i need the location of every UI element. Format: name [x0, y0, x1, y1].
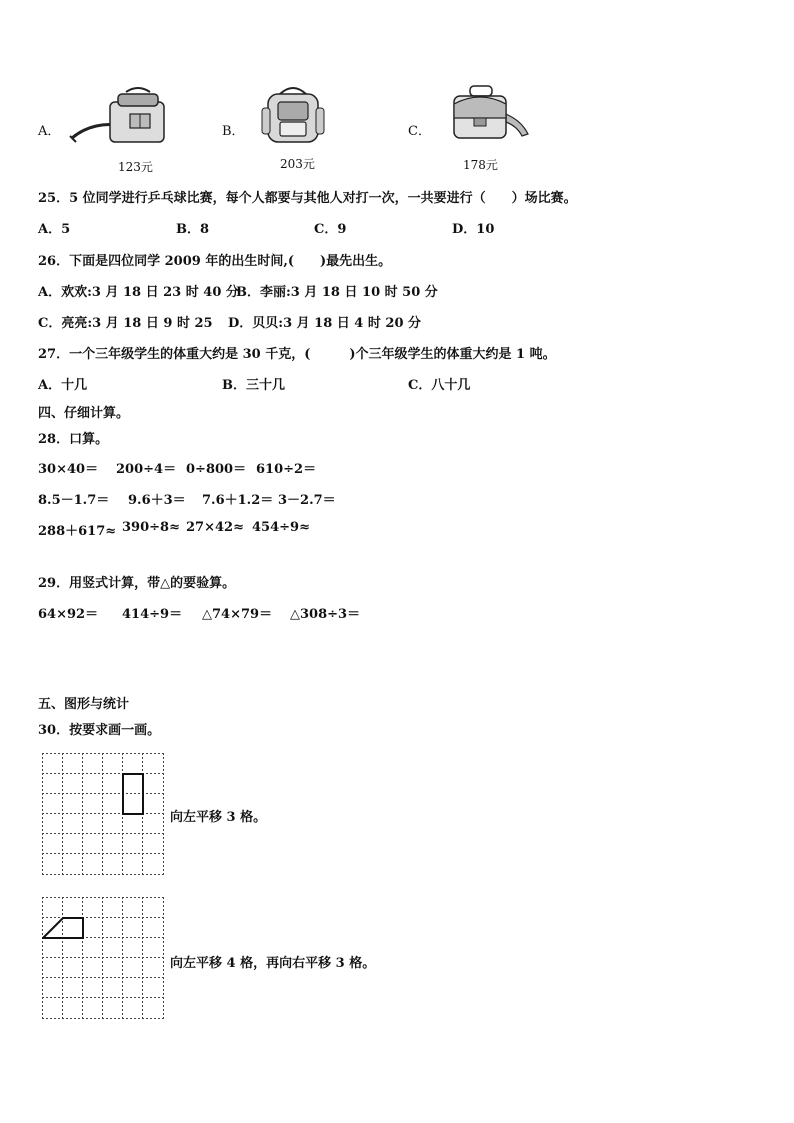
q25-option-c: C．9 [314, 222, 347, 237]
question-28: 28．口算。 [38, 432, 109, 447]
backpack-b-image [258, 84, 328, 148]
q26-option-a: A．欢欢:3 月 18 日 23 时 40 分 [38, 285, 239, 300]
q27-option-b: B．三十几 [222, 378, 285, 393]
calc-item: 7.6＋1.2＝ [202, 493, 274, 508]
question-29: 29．用竖式计算，带△的要验算。 [38, 576, 236, 591]
bag-b-price: 203元 [280, 157, 315, 171]
grid-1 [42, 753, 166, 877]
handbag-a-image [66, 86, 170, 152]
calc-item: 610÷2＝ [256, 462, 317, 477]
calc-item: 288＋617≈ [38, 524, 117, 539]
grid-2-instruction: 向左平移 4 格，再向右平移 3 格。 [170, 956, 376, 971]
section-4-heading: 四、仔细计算。 [38, 406, 130, 421]
calc-item: 8.5－1.7＝ [38, 493, 110, 508]
q27-option-c: C．八十几 [408, 378, 471, 393]
calc-item: 200÷4＝ [116, 462, 177, 477]
q27-option-a: A．十几 [38, 378, 88, 393]
vertical-calc-item: 64×92＝ [38, 607, 99, 622]
vertical-calc-item: △308÷3＝ [290, 607, 361, 622]
q25-option-a: A．5 [38, 222, 71, 237]
bag-option-a-label: A． [38, 124, 61, 139]
calc-item: 30×40＝ [38, 462, 99, 477]
bag-option-b-label: B． [222, 124, 245, 139]
question-25: 25．5 位同学进行乒乓球比赛，每个人都要与其他人对打一次，一共要进行（ ）场比赛。 [38, 191, 577, 206]
grid-1-instruction: 向左平移 3 格。 [170, 810, 267, 825]
question-26: 26．下面是四位同学 2009 年的出生时间,( )最先出生。 [38, 254, 392, 269]
question-30: 30．按要求画一画。 [38, 723, 161, 738]
calc-item: 390÷8≈ [122, 520, 180, 535]
calc-item: 27×42≈ [186, 520, 244, 535]
calc-item: 9.6＋3＝ [128, 493, 186, 508]
vertical-calc-item: 414÷9＝ [122, 607, 183, 622]
section-5-heading: 五、图形与统计 [38, 697, 130, 712]
q25-option-b: B．8 [176, 222, 210, 237]
bag-a-price: 123元 [118, 160, 153, 174]
vertical-calc-item: △74×79＝ [202, 607, 273, 622]
q26-option-d: D．贝贝:3 月 18 日 4 时 20 分 [228, 316, 422, 331]
bag-c-price: 178元 [463, 158, 498, 172]
calc-item: 454÷9≈ [252, 520, 310, 535]
bag-option-c-label: C． [408, 124, 431, 139]
satchel-c-image [440, 82, 532, 146]
question-27: 27．一个三年级学生的体重大约是 30 千克，( )个三年级学生的体重大约是 1 吨。 [38, 347, 556, 362]
calc-item: 0÷800＝ [186, 462, 247, 477]
grid-2 [42, 897, 166, 1021]
q26-option-c: C．亮亮:3 月 18 日 9 时 25 [38, 316, 213, 331]
q26-option-b: B．李丽:3 月 18 日 10 时 50 分 [236, 285, 438, 300]
calc-item: 3－2.7＝ [278, 493, 336, 508]
q25-option-d: D．10 [452, 222, 495, 237]
